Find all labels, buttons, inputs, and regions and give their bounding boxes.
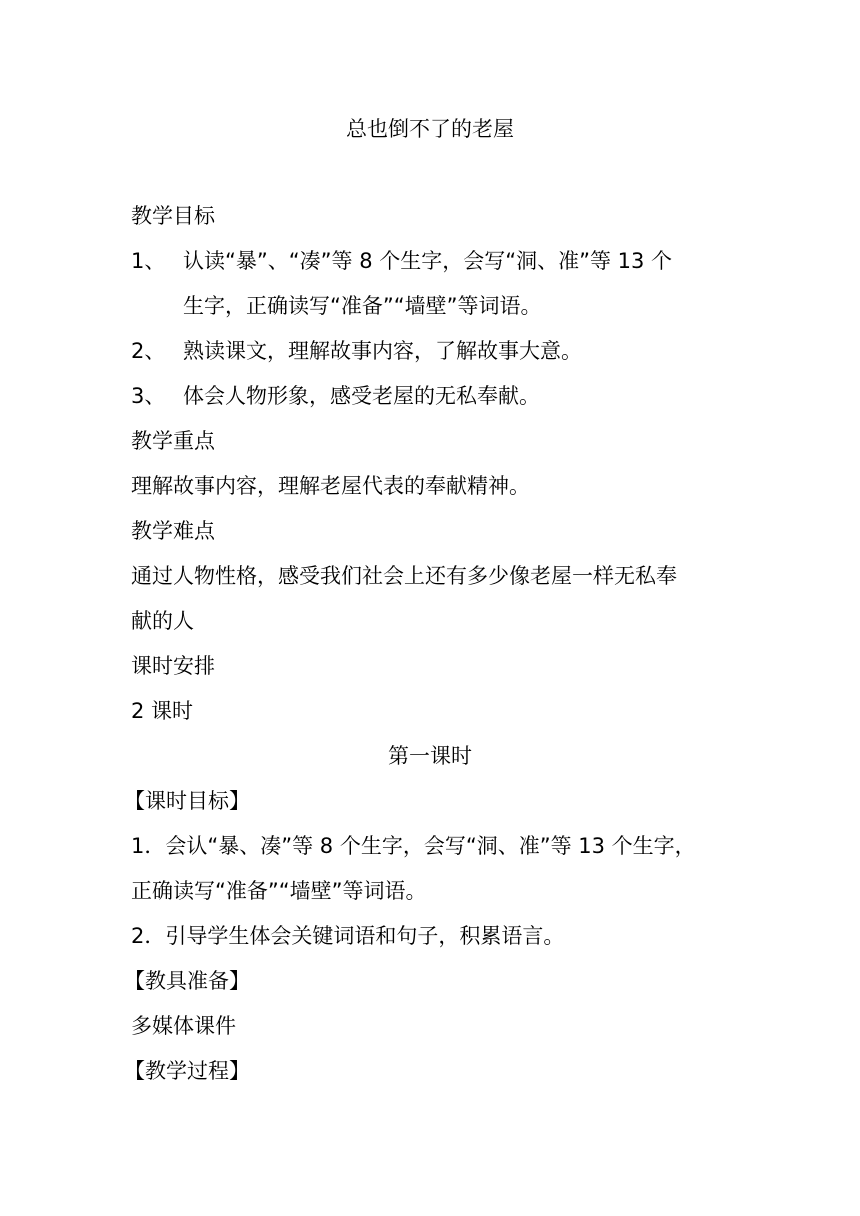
lesson-goals-heading: 【课时目标】 <box>124 789 250 813</box>
goal-item-1-continued: 生字，正确读写“准备”“墙壁”等词语。 <box>183 294 542 318</box>
goal-text: 熟读课文，理解故事内容，了解故事大意。 <box>183 339 582 363</box>
difficulty-text-line1: 通过人物性格，感受我们社会上还有多少像老屋一样无私奉 <box>131 564 677 588</box>
schedule-text: 2 课时 <box>131 699 194 723</box>
difficulty-heading: 教学难点 <box>131 519 215 543</box>
document-title: 总也倒不了的老屋 <box>346 117 514 141</box>
key-heading: 教学重点 <box>131 429 215 453</box>
goal-item-3 <box>131 381 540 411</box>
goal-text: 体会人物形象，感受老屋的无私奉献。 <box>183 384 540 408</box>
lesson-goal-1-line1: 1．会认“暴、凑”等 8 个生字，会写“洞、准”等 13 个生字， <box>131 834 696 858</box>
lesson-title: 第一课时 <box>388 744 472 768</box>
prep-text: 多媒体课件 <box>131 1014 236 1038</box>
lesson-goal-2: 2．引导学生体会关键词语和句子，积累语言。 <box>131 924 565 948</box>
process-heading: 【教学过程】 <box>124 1059 250 1083</box>
goal-number: 2、 <box>131 339 166 363</box>
goal-number: 3、 <box>131 384 166 408</box>
goal-text: 认读“暴”、“凑”等 8 个生字，会写“洞、准”等 13 个 <box>183 249 673 273</box>
goal-item-2 <box>131 336 582 366</box>
schedule-heading: 课时安排 <box>131 654 215 678</box>
lesson-goal-1-line2: 正确读写“准备”“墙壁”等词语。 <box>131 879 427 903</box>
difficulty-text-line2: 献的人 <box>131 609 194 633</box>
goal-item-1 <box>131 246 672 276</box>
goals-heading: 教学目标 <box>131 204 215 228</box>
goal-number: 1、 <box>131 249 166 273</box>
key-text: 理解故事内容，理解老屋代表的奉献精神。 <box>131 474 530 498</box>
prep-heading: 【教具准备】 <box>124 969 250 993</box>
